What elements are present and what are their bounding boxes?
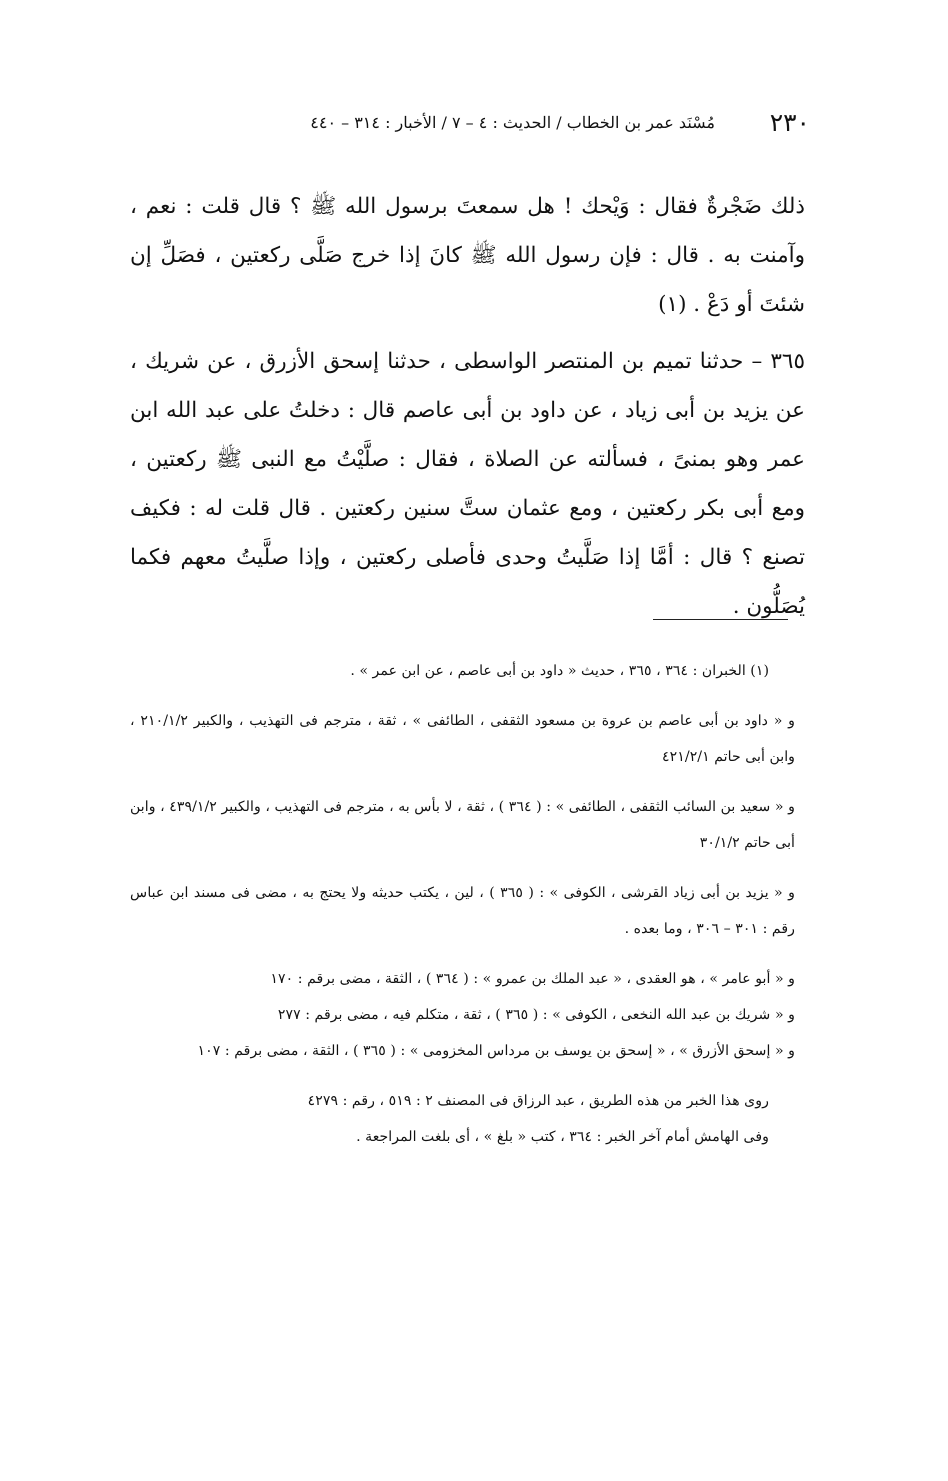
body-paragraph-hadith-365: [130, 337, 805, 631]
paragraph-text: ذلك ضَجْرةٌ فقال : وَيْحك ! هل سمعتَ برسول الله ﷺ ؟ قال قلت : نعم ، وآمنت به . قال : فإن رسول الله ﷺ كانَ إذا خرج صَلَّى ركعتين ، فصَلِّ إن شئتَ أو دَعْ . (١): [130, 194, 805, 317]
footnotes: [130, 653, 795, 1155]
footnote-divider: [653, 619, 788, 620]
footnote-riwaya: روى هذا الخبر من هذه الطريق ، عبد الرزاق فى المصنف ٢ : ٥١٩ ، رقم : ٤٢٧٩: [307, 1093, 769, 1109]
running-title: مُسْنَد عمر بن الخطاب / الحديث : ٤ – ٧ / الأخبار : ٣١٤ – ٤٤٠: [310, 113, 715, 132]
footnote-narrator-sharik: و « شريك بن عبد الله النخعى ، الكوفى » : ( ٣٦٥ ) ، ثقة ، متكلم فيه ، مضى برقم : ٢٧٧: [277, 1007, 795, 1023]
footnote-narrator-dawud: و « داود بن أبى عاصم بن عروة بن مسعود الثقفى ، الطائفى » ، ثقة ، مترجم فى التهذيب ، والكبير ٢١٠/١/٢ ، وابن أبى حاتم ٤٢١/٢/١: [130, 713, 796, 765]
page-header: [170, 108, 810, 140]
footnote-narrator-said: و « سعيد بن السائب الثقفى ، الطائفى » : ( ٣٦٤ ) ، ثقة ، لا بأس به ، مترجم فى التهذيب ، والكبير ٤٣٩/١/٢ ، وابن أبى حاتم ٣٠/١/٢: [130, 799, 796, 851]
footnote-narrator-abu-amir: و « أبو عامر » ، هو العقدى ، « عبد الملك بن عمرو » : ( ٣٦٤ ) ، الثقة ، مضى برقم : ١٧٠: [270, 971, 795, 987]
footnote-1: (١) الخبران : ٣٦٤ ، ٣٦٥ ، حديث « داود بن أبى عاصم ، عن ابن عمر » .: [350, 663, 769, 679]
page-number: ٢٣٠: [769, 108, 810, 137]
footnote-margin-note: وفى الهامش أمام آخر الخبر : ٣٦٤ ، كتب « بلغ » ، أى بلغت المراجعة .: [356, 1129, 769, 1145]
footnote-narrator-ishaq: و « إسحق الأزرق » ، « إسحق بن يوسف بن مرداس المخزومى » : ( ٣٦٥ ) ، الثقة ، مضى برقم : ١٠٧: [197, 1043, 795, 1059]
body-paragraph-1: [130, 182, 805, 329]
paragraph-text: ٣٦٥ – حدثنا تميم بن المنتصر الواسطى ، حدثنا إسحق الأزرق ، عن شريك ، عن يزيد بن أبى زياد ، عن داود بن أبى عاصم قال : دخلتُ على عبد الله ابن عمر وهو بمنىً ، فسألته عن الصلاة ، فقال : صلَّيْتُ مع النبى ﷺ ركعتين ، ومع أبى بكر ركعتين ، ومع عثمان ستَّ سنين ركعتين . قال قلت له : فكيف تصنع ؟ قال : أمَّا إذا صَلَّيتُ وحدى فأصلى ركعتين ، وإذا صلَّيتُ معهم فكما يُصَلُّون .: [130, 349, 805, 619]
footnote-narrator-yazid: و « يزيد بن أبى زياد القرشى ، الكوفى » : ( ٣٦٥ ) ، لين ، يكتب حديثه ولا يحتج به ، مضى فى مسند ابن عباس رقم : ٣٠١ – ٣٠٦ ، وما بعده .: [130, 885, 795, 937]
